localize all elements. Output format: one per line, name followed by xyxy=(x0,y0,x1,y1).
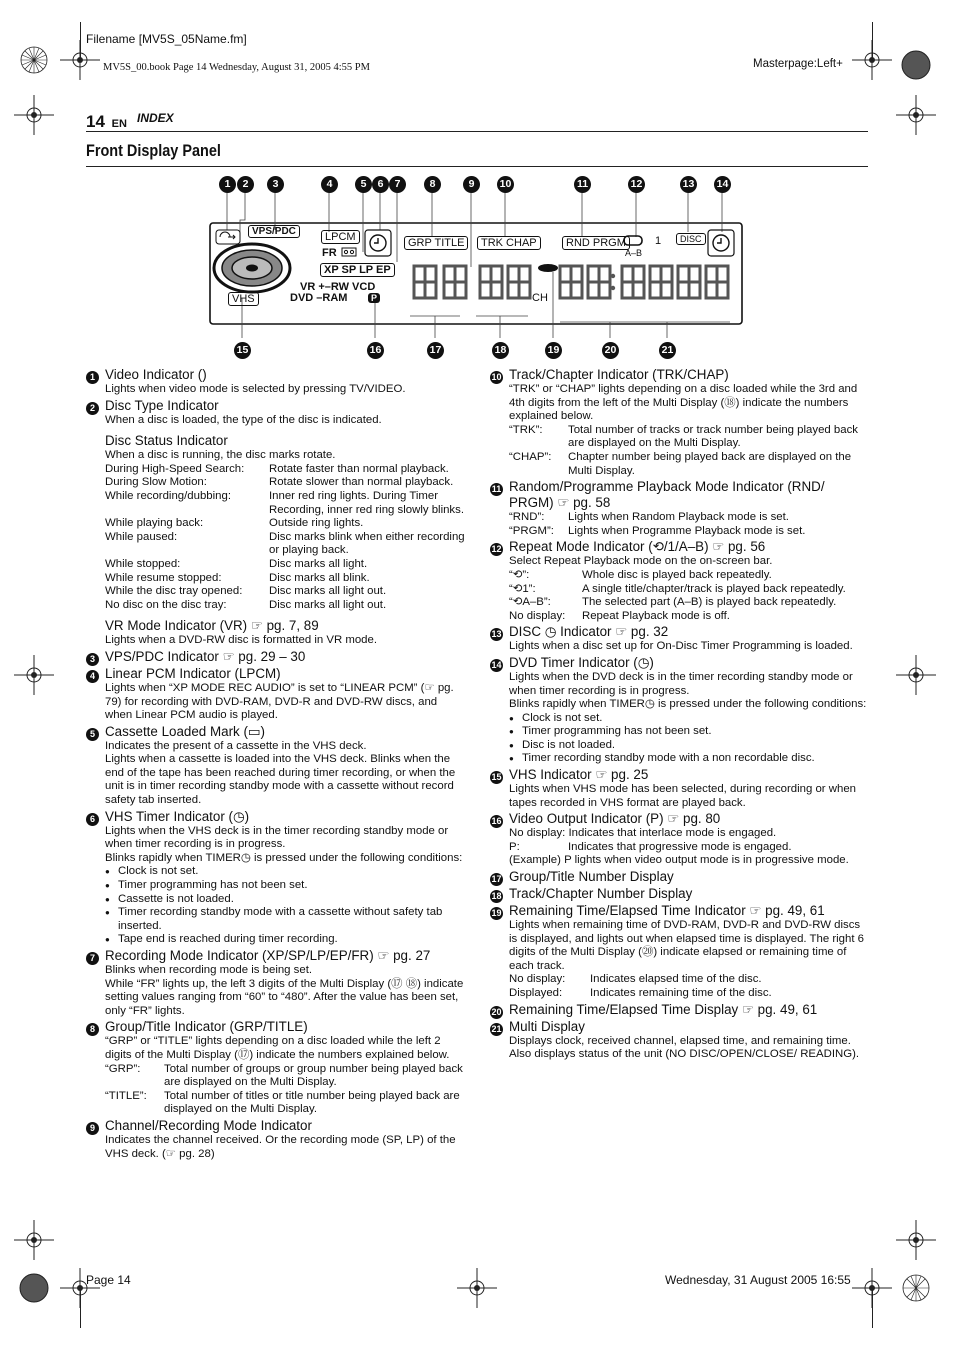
bullet-item: ● Cassette is not loaded. xyxy=(105,893,466,907)
definition-term: While playing back: xyxy=(105,517,204,530)
definition-value: Disc marks all light. xyxy=(269,557,368,570)
item-number-badge: 17 xyxy=(491,874,502,885)
callout-7: 7 xyxy=(389,176,406,193)
definition-value: Disc marks blink when either recording or playing back. xyxy=(269,530,465,557)
paragraph: “TRK” or “CHAP” lights depending on a disc loaded while the 3rd and 4th digits from the left of the Multi Display (⑱) indicate the numbers explained below. xyxy=(509,383,858,423)
definition-value: A single title/chapter/track is played back repeatedly. xyxy=(582,582,846,595)
trim-line xyxy=(872,22,873,62)
item-number-badge: 14 xyxy=(491,659,502,670)
callout-6: 6 xyxy=(372,176,389,193)
header-book-line: MV5S_00.book Page 14 Wednesday, August 31, 2005 4:55 PM xyxy=(103,62,370,73)
callout-13: 13 xyxy=(680,176,697,193)
definition-term: While paused: xyxy=(105,530,178,543)
lcd-rnd-prgm: RND PRGM xyxy=(562,236,630,250)
definition-value: Repeat Playback mode is off. xyxy=(582,609,730,622)
page-number-value: 14 xyxy=(86,112,105,131)
item-number-badge: 2 xyxy=(86,402,99,415)
definition-term: While the disc tray opened: xyxy=(105,585,243,598)
page-number xyxy=(86,112,127,132)
definition-row xyxy=(509,973,870,987)
item-heading xyxy=(86,809,466,825)
definition-value: Whole disc is played back repeatedly. xyxy=(582,568,772,581)
disc-graphic xyxy=(214,244,290,292)
definition-row xyxy=(509,525,870,539)
item-heading-text: Channel/Recording Mode Indicator xyxy=(105,1117,312,1133)
front-display-diagram xyxy=(200,172,760,362)
item-number-badge: 13 xyxy=(491,629,502,640)
footer-page: Page 14 xyxy=(86,1273,131,1287)
section-title: INDEX xyxy=(137,111,174,125)
item-number-badge: 5 xyxy=(86,728,99,741)
trim-line xyxy=(80,1288,81,1328)
bullet-item: ● Timer recording standby mode with a non recordable disc. xyxy=(509,752,870,766)
header-rule xyxy=(86,131,868,132)
callout-8: 8 xyxy=(424,176,441,193)
crosshair-mark-icon xyxy=(896,95,936,135)
item-heading xyxy=(86,666,466,682)
header-masterpage: Masterpage:Left+ xyxy=(753,58,843,70)
lcd-vps-pdc: VPS/PDC xyxy=(248,225,300,238)
paragraph: While “FR” lights up, the left 3 digits of the Multi Display (⑰ ⑱) indicate setting values ranging from “60” to “480”. After the value has been set, only “FR” lights. xyxy=(105,977,464,1017)
item-heading xyxy=(86,367,466,383)
lcd-repeat-ab: A–B xyxy=(625,248,643,258)
item-number-badge: 16 xyxy=(491,816,502,827)
item-number-badge: 8 xyxy=(86,1023,99,1036)
multi-display-digits xyxy=(414,266,728,298)
definition-value: Lights when Programme Playback mode is set. xyxy=(568,524,806,537)
item-heading-text: Video Indicator ( xyxy=(105,367,203,382)
definition-row xyxy=(509,841,870,855)
definition-value: Indicates remaining time of the disc. xyxy=(590,987,772,999)
callout-3: 3 xyxy=(267,176,284,193)
crosshair-mark-icon xyxy=(14,655,54,695)
callout-19: 19 xyxy=(545,342,562,359)
definition-value: Rotate slower than normal playback. xyxy=(269,476,454,489)
item-heading-text: Video Output Indicator (P) ☞ pg. 80 xyxy=(509,811,721,827)
definition-value: The selected part (A–B) is played back repeatedly. xyxy=(582,596,837,609)
item-number-badge: 12 xyxy=(491,544,502,555)
callout-16: 16 xyxy=(367,342,384,359)
crosshair-mark-icon xyxy=(14,95,54,135)
definition-row xyxy=(509,583,870,597)
item-heading-text: Cassette Loaded Mark (▭) xyxy=(105,723,266,739)
item-heading-text: Group/Title Number Display xyxy=(509,869,674,885)
definition-row xyxy=(509,511,870,525)
paragraph: Blinks when recording mode is being set. xyxy=(105,964,313,976)
definition-term: “TRK”: xyxy=(509,423,543,436)
definition-term: While resume stopped: xyxy=(105,571,222,584)
callout-1: 1 xyxy=(219,176,236,193)
header-filename: Filename [MV5S_05Name.fm] xyxy=(86,32,247,46)
bullet-item: ● Timer recording standby mode with a cassette without safety tab inserted. xyxy=(105,906,466,933)
paragraph: “GRP” or “TITLE” lights depending on a disc loaded while the left 2 digits of the Multi Display (⑰) indicate the numbers explained below. xyxy=(105,1035,450,1061)
item-number-badge: 11 xyxy=(491,484,502,495)
paragraph: (Example) P lights when video output mode is in progressive mode. xyxy=(509,854,849,867)
definition-term: “TITLE”: xyxy=(105,1089,147,1102)
crosshair-mark-icon xyxy=(457,1268,497,1308)
definition-value: Indicates that progressive mode is engaged. xyxy=(568,840,792,853)
definition-term: While stopped: xyxy=(105,557,181,570)
lcd-rec-modes: XP SP LP EP xyxy=(320,263,395,277)
definition-value: Disc marks all light out. xyxy=(269,585,387,598)
item-heading-text: Multi Display xyxy=(509,1018,585,1034)
paragraph: When a disc is loaded, the type of the disc is indicated. xyxy=(105,413,382,426)
paragraph: Lights when VHS mode has been selected, during recording or when tapes recorded in VHS format are played back. xyxy=(509,783,856,809)
definition-value: Indicates elapsed time of the disc. xyxy=(590,973,762,986)
definition-term: No display: xyxy=(509,609,566,622)
definition-row xyxy=(105,1063,466,1090)
definition-term: No disc on the disc tray: xyxy=(105,598,227,611)
item-number-badge: 9 xyxy=(86,1122,99,1135)
lcd-fr: FR xyxy=(322,247,337,259)
definition-term: No display: xyxy=(509,973,566,986)
item-number-badge: 10 xyxy=(491,372,502,382)
definition-term: Displayed: xyxy=(509,987,563,999)
definition-row xyxy=(105,599,466,613)
paragraph: Lights when a cassette is loaded into the VHS deck. Blinks when the end of the tape has been reached during timer recording, or when the unit is in timer recording standby mode with a cassette without record safety tab inserted. xyxy=(105,753,456,807)
paragraph: Lights when the DVD deck is in the timer recording standby mode or when timer recording is in progress. xyxy=(509,670,853,697)
item-heading-text: Track/Chapter Number Display xyxy=(509,886,693,902)
item-heading xyxy=(490,655,870,671)
definition-row xyxy=(509,610,870,624)
trim-line xyxy=(80,22,81,62)
paragraph: Displays clock, received channel, elapsed time, and remaining time. Also displays status of the unit (NO DISC/OPEN/CLOSE/ READING). xyxy=(509,1034,860,1061)
definition-term: While recording/dubbing: xyxy=(105,489,232,502)
item-heading xyxy=(86,1019,466,1035)
definition-row xyxy=(105,531,466,558)
callout-9: 9 xyxy=(463,176,480,193)
lcd-vhs: VHS xyxy=(228,292,259,306)
callout-21: 21 xyxy=(659,342,676,359)
paragraph: Blinks rapidly when TIMER◷ is pressed under the following conditions: xyxy=(509,698,867,711)
item-heading-text: VPS/PDC Indicator ☞ pg. 29 – 30 xyxy=(105,648,306,664)
footer-date: Wednesday, 31 August 2005 16:55 xyxy=(665,1273,851,1287)
definition-term: During High-Speed Search: xyxy=(105,462,245,475)
item-heading-text: Random/Programme Playback Mode Indicator (RND/ PRGM) ☞ pg. 58 xyxy=(509,479,825,511)
definition-row xyxy=(509,569,870,583)
item-heading-text: Remaining Time/Elapsed Time Display ☞ pg. 49, 61 xyxy=(509,1001,818,1017)
callout-17: 17 xyxy=(427,342,444,359)
item-heading xyxy=(490,767,870,783)
definition-term: P: xyxy=(509,840,520,853)
paragraph: Blinks rapidly when TIMER◷ is pressed under the following conditions: xyxy=(105,851,463,864)
registration-mark-icon xyxy=(14,1268,54,1308)
item-heading-text: DVD Timer Indicator (◷) xyxy=(509,654,654,670)
item-heading-text: Remaining Time/Elapsed Time Indicator ☞ pg. 49, 61 xyxy=(509,903,825,919)
item-heading xyxy=(490,479,870,511)
definition-value: Chapter number being played back are displayed on the Multi Display. xyxy=(568,450,852,477)
callout-4: 4 xyxy=(321,176,338,193)
paragraph: Lights when “XP MODE REC AUDIO” is set to “LINEAR PCM” (☞ pg. 79) for recording with DVD-RAM, DVD-R and DVD-RW discs, and when Linear PCM audio is played. xyxy=(105,681,454,722)
definition-value: Disc marks all blink. xyxy=(269,571,370,584)
item-heading-text: Repeat Mode Indicator (⟲/1/A–B) ☞ pg. 56 xyxy=(509,539,766,555)
lcd-lpcm: LPCM xyxy=(321,230,360,244)
paragraph: Lights when a DVD-RW disc is formatted in VR mode. xyxy=(105,634,378,647)
crosshair-mark-icon xyxy=(896,1220,936,1260)
definition-value: Inner red ring lights. During Timer Recording, inner red ring slowly blinks. xyxy=(269,489,464,516)
definition-term: “GRP”: xyxy=(105,1062,141,1075)
crosshair-mark-icon xyxy=(14,1220,54,1260)
paragraph: Indicates the present of a cassette in the VHS deck. xyxy=(105,739,367,752)
bullet-item: ● Clock is not set. xyxy=(105,865,466,879)
lcd-vr-rw-vcd: VR +–RW VCD xyxy=(300,281,376,293)
page-title: Front Display Panel xyxy=(86,141,221,160)
bullet-item: ● Timer programming has not been set. xyxy=(105,879,466,893)
item-heading xyxy=(490,886,870,902)
definition-row xyxy=(105,558,466,572)
item-number-badge: 4 xyxy=(86,670,99,683)
item-heading xyxy=(490,624,870,640)
registration-mark-icon xyxy=(14,40,54,80)
item-heading xyxy=(490,1002,870,1018)
item-heading-text: Disc Type Indicator xyxy=(105,397,219,413)
lcd-progressive-p: P xyxy=(368,293,380,303)
item-heading-text: VHS Timer Indicator (◷) xyxy=(105,808,250,824)
callout-10: 10 xyxy=(497,176,514,193)
item-heading xyxy=(490,367,870,383)
definition-row xyxy=(105,476,466,490)
item-heading-text: Track/Chapter Indicator (TRK/CHAP) xyxy=(509,367,729,382)
page-lang: EN xyxy=(111,118,127,130)
definition-term: “⟲A–B”: xyxy=(509,596,551,609)
callout-2: 2 xyxy=(237,176,254,193)
item-heading xyxy=(86,724,466,740)
paragraph: Lights when video mode is selected by pressing TV/VIDEO. xyxy=(105,383,406,395)
definition-term: “RND”: xyxy=(509,511,545,524)
registration-mark-icon xyxy=(896,45,936,85)
lcd-ch: CH xyxy=(532,292,548,304)
item-number-badge: 20 xyxy=(491,1006,502,1017)
item-heading xyxy=(86,948,466,964)
definition-term: “⟲”: xyxy=(509,568,530,581)
right-column xyxy=(490,366,870,1062)
item-heading-text: VHS Indicator ☞ pg. 25 xyxy=(509,767,649,783)
registration-mark-icon xyxy=(896,1268,936,1308)
definition-value: Total number of groups or group number being played back are displayed on the Multi Display. xyxy=(164,1062,463,1089)
definition-value: Total number of titles or title number being played back are displayed on the Multi Display. xyxy=(164,1089,460,1116)
definition-term: “PRGM”: xyxy=(509,524,554,537)
definition-row xyxy=(509,424,870,451)
definition-term: “CHAP”: xyxy=(509,450,552,463)
item-heading xyxy=(490,1019,870,1035)
paragraph: Lights when a disc set up for On-Disc Timer Programming is loaded. xyxy=(509,640,853,653)
paragraph: When a disc is running, the disc marks rotate. xyxy=(105,449,336,462)
item-number-badge: 19 xyxy=(491,908,502,919)
trim-line xyxy=(872,1288,873,1328)
display-panel-frame xyxy=(200,172,760,362)
definition-row xyxy=(105,517,466,531)
item-number-badge: 15 xyxy=(491,772,502,783)
callout-15: 15 xyxy=(234,342,251,359)
item-number-badge: 3 xyxy=(86,653,99,666)
definition-value: Total number of tracks or track number being played back are displayed on the Multi Display. xyxy=(568,423,858,450)
item-heading xyxy=(86,649,466,665)
lcd-grp-title: GRP TITLE xyxy=(404,236,468,250)
callout-20: 20 xyxy=(602,342,619,359)
item-heading xyxy=(490,869,870,885)
paragraph: Lights when the VHS deck is in the timer recording standby mode or when timer recording is in progress. xyxy=(105,824,449,851)
item-number-badge: 21 xyxy=(491,1023,502,1034)
definition-value: Lights when Random Playback mode is set. xyxy=(568,511,789,524)
definition-row xyxy=(509,451,870,478)
definition-row xyxy=(105,1090,466,1117)
definition-row xyxy=(105,572,466,586)
lcd-trk-chap: TRK CHAP xyxy=(477,236,541,250)
definition-term: “⟲1”: xyxy=(509,582,536,595)
crosshair-mark-icon xyxy=(896,655,936,695)
sub-heading: Disc Status Indicator xyxy=(105,433,228,449)
definition-term: During Slow Motion: xyxy=(105,476,207,489)
item-heading xyxy=(86,1118,466,1134)
definition-value: Disc marks all light out. xyxy=(269,598,387,611)
definition-row xyxy=(105,463,466,477)
definition-row xyxy=(105,490,466,517)
callout-14: 14 xyxy=(714,176,731,193)
sub-heading: VR Mode Indicator (VR) ☞ pg. 7, 89 xyxy=(105,618,319,634)
item-number-badge: 6 xyxy=(86,813,99,826)
callout-18: 18 xyxy=(492,342,509,359)
paragraph: Indicates the channel received. Or the recording mode (SP, LP) of the VHS deck. (☞ pg. 28) xyxy=(105,1133,456,1160)
item-number-badge: 18 xyxy=(491,891,502,902)
definition-value: Rotate faster than normal playback. xyxy=(269,462,449,475)
bullet-item: ● Disc is not loaded. xyxy=(509,739,870,753)
lcd-disc: DISC xyxy=(676,233,706,245)
definition-row xyxy=(509,987,870,1001)
item-heading xyxy=(86,398,466,414)
item-heading-text: Recording Mode Indicator (XP/SP/LP/EP/FR) ☞ pg. 27 xyxy=(105,948,431,963)
bullet-item: ● Timer programming has not been set. xyxy=(509,725,870,739)
item-heading-text: Group/Title Indicator (GRP/TITLE) xyxy=(105,1019,308,1035)
title-rule xyxy=(86,166,868,167)
callout-5: 5 xyxy=(355,176,372,193)
item-heading xyxy=(490,811,870,827)
paragraph: No display: Indicates that interlace mode is engaged. xyxy=(509,827,777,840)
item-heading xyxy=(490,903,870,919)
callout-11: 11 xyxy=(574,176,591,193)
callout-12: 12 xyxy=(628,176,645,193)
definition-row xyxy=(509,596,870,610)
item-heading-text: DISC ◷ Indicator ☞ pg. 32 xyxy=(509,624,669,640)
bullet-item: ● Tape end is reached during timer recording. xyxy=(105,933,466,947)
definition-row xyxy=(105,585,466,599)
definition-value: Outside ring lights. xyxy=(269,517,364,530)
item-heading-text: Linear PCM Indicator (LPCM) xyxy=(105,665,281,681)
bullet-item: ● Clock is not set. xyxy=(509,712,870,726)
item-number-badge: 1 xyxy=(86,371,99,384)
lcd-dvd-ram: DVD –RAM xyxy=(290,292,348,304)
item-number-badge: 7 xyxy=(86,952,99,965)
item-heading xyxy=(490,539,870,555)
item-heading-suffix: ) xyxy=(202,367,207,382)
lcd-repeat-one: 1 xyxy=(655,235,662,247)
paragraph: Lights when remaining time of DVD-RAM, DVD-R and DVD-RW discs is displayed, and lights out when elapsed time is displayed. The right 6 digits of the Multi Display (⑳) indicate elapsed or remaining time of each track. xyxy=(509,919,865,972)
left-column xyxy=(86,366,466,1161)
paragraph: Select Repeat Playback mode on the on-screen bar. xyxy=(509,555,773,568)
